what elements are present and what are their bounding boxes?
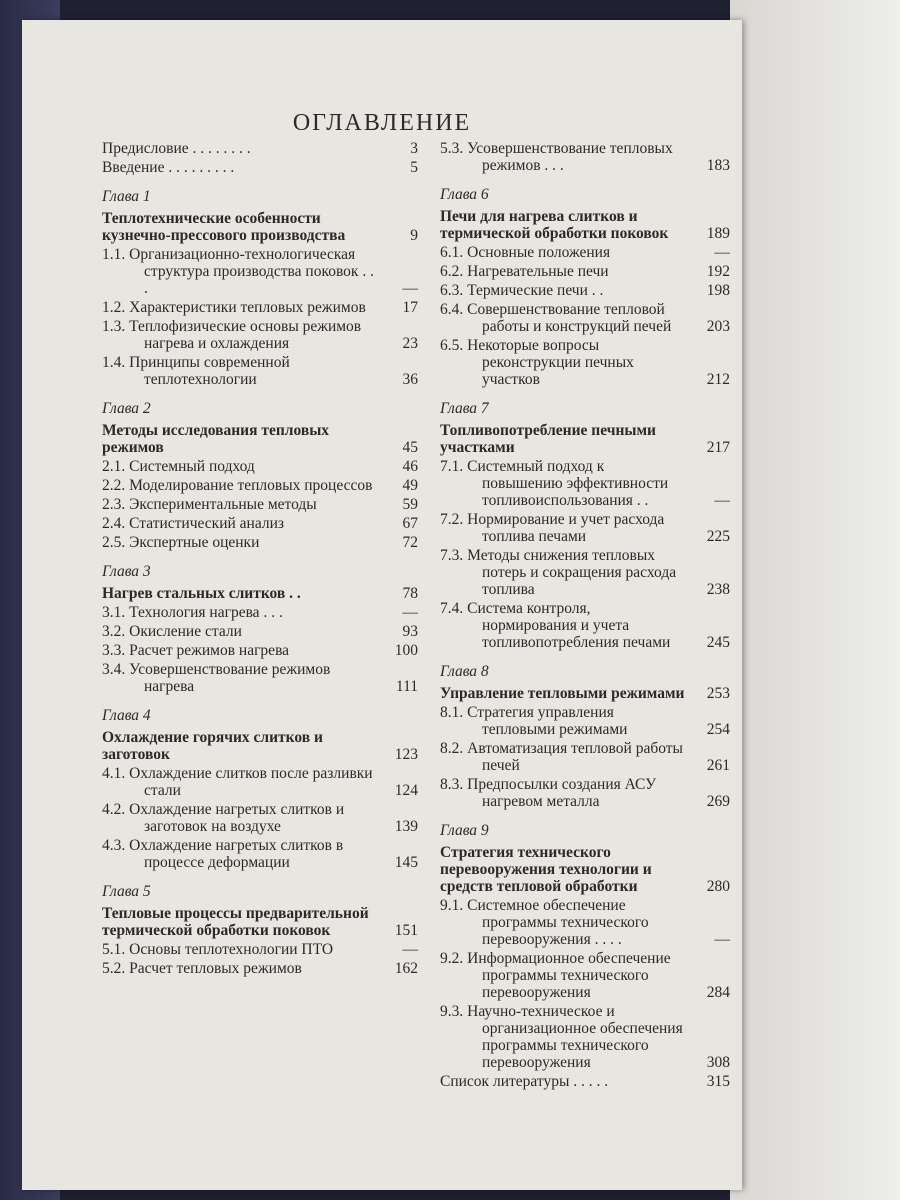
toc-page-number: 111	[395, 678, 418, 695]
toc-chapter-entry	[102, 422, 418, 456]
toc-entry-text: Стратегия технического перевооружения технологии и средств тепловой обработки	[440, 844, 652, 895]
toc-page-number: 45	[402, 439, 418, 456]
toc-entry-text: 4.3. Охлаждение нагретых слитков в процессе деформации	[102, 837, 344, 871]
toc-chapter-entry	[102, 729, 418, 763]
toc-page-number: 78	[402, 585, 418, 602]
toc-page-number: 245	[706, 634, 730, 651]
toc-section-entry	[102, 960, 418, 977]
toc-page-number: 162	[394, 960, 418, 977]
toc-chapter-entry	[440, 208, 730, 242]
toc-section-entry	[440, 950, 730, 1001]
toc-section-entry	[440, 263, 730, 280]
toc-entry-text: 2.3. Экспериментальные методы	[102, 496, 317, 513]
toc-entry-text: 3.2. Окисление стали	[102, 623, 242, 640]
chapter-label: Глава 1	[102, 188, 151, 205]
toc-entry-text: 8.1. Стратегия управления тепловыми режимами	[440, 704, 628, 738]
toc-section-entry	[440, 301, 730, 335]
toc-page-number: 139	[394, 818, 418, 835]
toc-section-entry	[440, 740, 730, 774]
toc-section-entry	[440, 458, 730, 509]
toc-section-entry	[102, 246, 418, 297]
toc-section-entry	[102, 318, 418, 352]
toc-page-number: 238	[706, 581, 730, 598]
toc-entry-text: 4.1. Охлаждение слитков после разливки стали	[102, 765, 373, 799]
toc-page-number: 72	[402, 534, 418, 551]
toc-page-number: 67	[402, 515, 418, 532]
toc-entry-text: 5.2. Расчет тепловых режимов	[102, 960, 302, 977]
toc-page-number: —	[714, 244, 730, 261]
toc-chapter-entry	[440, 685, 730, 702]
toc-section-entry	[440, 140, 730, 174]
toc-page-number: 9	[410, 227, 418, 244]
toc-entry-text: 2.2. Моделирование тепловых процессов	[102, 477, 373, 494]
toc-page-number: 203	[706, 318, 730, 335]
chapter-label: Глава 4	[102, 707, 151, 724]
toc-entry-text: Охлаждение горячих слитков и заготовок	[102, 729, 323, 763]
toc-entry-text: 3.4. Усовершенствование режимов нагрева	[102, 661, 331, 695]
chapter-label: Глава 6	[440, 186, 489, 203]
toc-entry-text: Управление тепловыми режимами	[440, 685, 685, 702]
toc-entry-text: 9.2. Информационное обеспечение программы технического перевооружения	[440, 950, 671, 1001]
toc-section-entry	[102, 604, 418, 621]
toc-entry-text: Введение . . . . . . . . .	[102, 159, 235, 176]
toc-page-number: —	[402, 280, 418, 297]
toc-page-number: 253	[706, 685, 730, 702]
toc-entry-text: 1.4. Принципы современной теплотехнологии	[102, 354, 290, 388]
toc-entry-text: 9.3. Научно-техническое и организационное обеспечения программы технического перевооружения	[440, 1003, 683, 1071]
toc-left-column	[102, 138, 418, 977]
toc-entry-text: 3.1. Технология нагрева . . .	[102, 604, 283, 621]
toc-page-number: 183	[706, 157, 730, 174]
chapter-label: Глава 5	[102, 883, 151, 900]
toc-page-number: 315	[706, 1073, 730, 1090]
toc-section-entry	[102, 496, 418, 513]
toc-page-number: 49	[402, 477, 418, 494]
toc-entry-text: 4.2. Охлаждение нагретых слитков и заготовок на воздухе	[102, 801, 345, 835]
toc-entry-text: 7.1. Системный подход к повышению эффективности топливоиспользования . .	[440, 458, 669, 509]
book-page	[22, 20, 742, 1190]
toc-entry-text: 1.2. Характеристики тепловых режимов	[102, 299, 366, 316]
toc-section-entry	[102, 477, 418, 494]
toc-section-entry	[440, 244, 730, 261]
toc-entry-text: Список литературы . . . . .	[440, 1073, 609, 1090]
toc-entry-text: 5.3. Усовершенствование тепловых режимов . . .	[440, 140, 673, 174]
toc-page-number: —	[714, 492, 730, 509]
page-title: ОГЛАВЛЕНИЕ	[292, 110, 472, 136]
toc-section-entry	[440, 600, 730, 651]
toc-section-entry	[102, 661, 418, 695]
chapter-label: Глава 8	[440, 663, 489, 680]
toc-section-entry	[102, 837, 418, 871]
chapter-label: Глава 3	[102, 563, 151, 580]
toc-page-number: —	[402, 604, 418, 621]
toc-chapter-entry	[102, 905, 418, 939]
toc-entry-text: Тепловые процессы предварительной термической обработки поковок	[102, 905, 369, 939]
toc-section-entry	[102, 534, 418, 551]
background-right	[730, 0, 900, 1200]
toc-entry-text: 2.5. Экспертные оценки	[102, 534, 260, 551]
toc-entry-text: 2.1. Системный подход	[102, 458, 255, 475]
toc-section-entry	[440, 776, 730, 810]
toc-entry-text: 7.2. Нормирование и учет расхода топлива печами	[440, 511, 665, 545]
toc-page-number: 212	[706, 371, 730, 388]
toc-page-number: —	[714, 931, 730, 948]
toc-page-number: 93	[402, 623, 418, 640]
toc-entry	[440, 1073, 730, 1090]
toc-section-entry	[440, 1003, 730, 1071]
toc-entry-text: Методы исследования тепловых режимов	[102, 422, 330, 456]
toc-page-number: 192	[706, 263, 730, 280]
toc-entry-text: 6.3. Термические печи . .	[440, 282, 604, 299]
toc-page-number: 225	[706, 528, 730, 545]
toc-entry-text: 9.1. Системное обеспечение программы технического перевооружения . . . .	[440, 897, 649, 948]
toc-page-number: 261	[706, 757, 730, 774]
chapter-label: Глава 2	[102, 400, 151, 417]
toc-page-number: 284	[706, 984, 730, 1001]
toc-page-number: 269	[706, 793, 730, 810]
toc-page-number: 100	[394, 642, 418, 659]
toc-section-entry	[102, 941, 418, 958]
toc-section-entry	[102, 458, 418, 475]
toc-entry-text: Печи для нагрева слитков и термической обработки поковок	[440, 208, 669, 242]
toc-section-entry	[440, 897, 730, 948]
toc-section-entry	[102, 623, 418, 640]
toc-entry-text: 8.2. Автоматизация тепловой работы печей	[440, 740, 683, 774]
toc-entry-text: 1.1. Организационно-технологическая структура производства поковок . . .	[102, 246, 374, 297]
toc-entry-text: 6.4. Совершенствование тепловой работы и конструкций печей	[440, 301, 672, 335]
toc-entry	[102, 140, 418, 157]
toc-entry-text: 8.3. Предпосылки создания АСУ нагревом металла	[440, 776, 657, 810]
toc-section-entry	[102, 642, 418, 659]
toc-entry-text: 5.1. Основы теплотехнологии ПТО	[102, 941, 334, 958]
toc-entry-text: 6.5. Некоторые вопросы реконструкции печных участков	[440, 337, 634, 388]
toc-page-number: 5	[410, 159, 418, 176]
toc-page-number: 59	[402, 496, 418, 513]
toc-entry-text: Топливопотребление печными участками	[440, 422, 656, 456]
toc-section-entry	[440, 337, 730, 388]
toc-entry-text: Теплотехнические особенности кузнечно-прессового производства	[102, 210, 346, 244]
toc-entry-text: 3.3. Расчет режимов нагрева	[102, 642, 290, 659]
toc-entry-text: 6.2. Нагревательные печи	[440, 263, 609, 280]
toc-chapter-entry	[102, 585, 418, 602]
toc-page-number: 123	[394, 746, 418, 763]
toc-chapter-entry	[102, 210, 418, 244]
toc-page-number: 17	[402, 299, 418, 316]
toc-section-entry	[102, 299, 418, 316]
toc-section-entry	[102, 515, 418, 532]
toc-page-number: 145	[394, 854, 418, 871]
toc-entry	[102, 159, 418, 176]
toc-entry-text: 2.4. Статистический анализ	[102, 515, 284, 532]
toc-entry-text: 7.3. Методы снижения тепловых потерь и сокращения расхода топлива	[440, 547, 677, 598]
chapter-label: Глава 9	[440, 822, 489, 839]
toc-page-number: 151	[394, 922, 418, 939]
toc-right-column	[440, 138, 730, 1090]
toc-section-entry	[440, 282, 730, 299]
toc-page-number: 3	[410, 140, 418, 157]
toc-page-number: 124	[394, 782, 418, 799]
toc-page-number: 280	[706, 878, 730, 895]
toc-page-number: 36	[402, 371, 418, 388]
toc-section-entry	[440, 511, 730, 545]
toc-section-entry	[102, 801, 418, 835]
toc-section-entry	[440, 704, 730, 738]
toc-page-number: 46	[402, 458, 418, 475]
chapter-label: Глава 7	[440, 400, 489, 417]
toc-page-number: 189	[706, 225, 730, 242]
toc-section-entry	[102, 765, 418, 799]
toc-entry-text: 6.1. Основные положения	[440, 244, 611, 261]
toc-entry-text: Нагрев стальных слитков . .	[102, 585, 301, 602]
toc-chapter-entry	[440, 844, 730, 895]
toc-entry-text: 1.3. Теплофизические основы режимов нагрева и охлаждения	[102, 318, 362, 352]
toc-page-number: 23	[402, 335, 418, 352]
toc-section-entry	[102, 354, 418, 388]
toc-entry-text: Предисловие . . . . . . . .	[102, 140, 251, 157]
toc-chapter-entry	[440, 422, 730, 456]
toc-page-number: 198	[706, 282, 730, 299]
toc-entry-text: 7.4. Система контроля, нормирования и учета топливопотребления печами	[440, 600, 671, 651]
toc-page-number: 217	[706, 439, 730, 456]
toc-page-number: —	[402, 941, 418, 958]
toc-page-number: 308	[706, 1054, 730, 1071]
toc-page-number: 254	[706, 721, 730, 738]
toc-section-entry	[440, 547, 730, 598]
